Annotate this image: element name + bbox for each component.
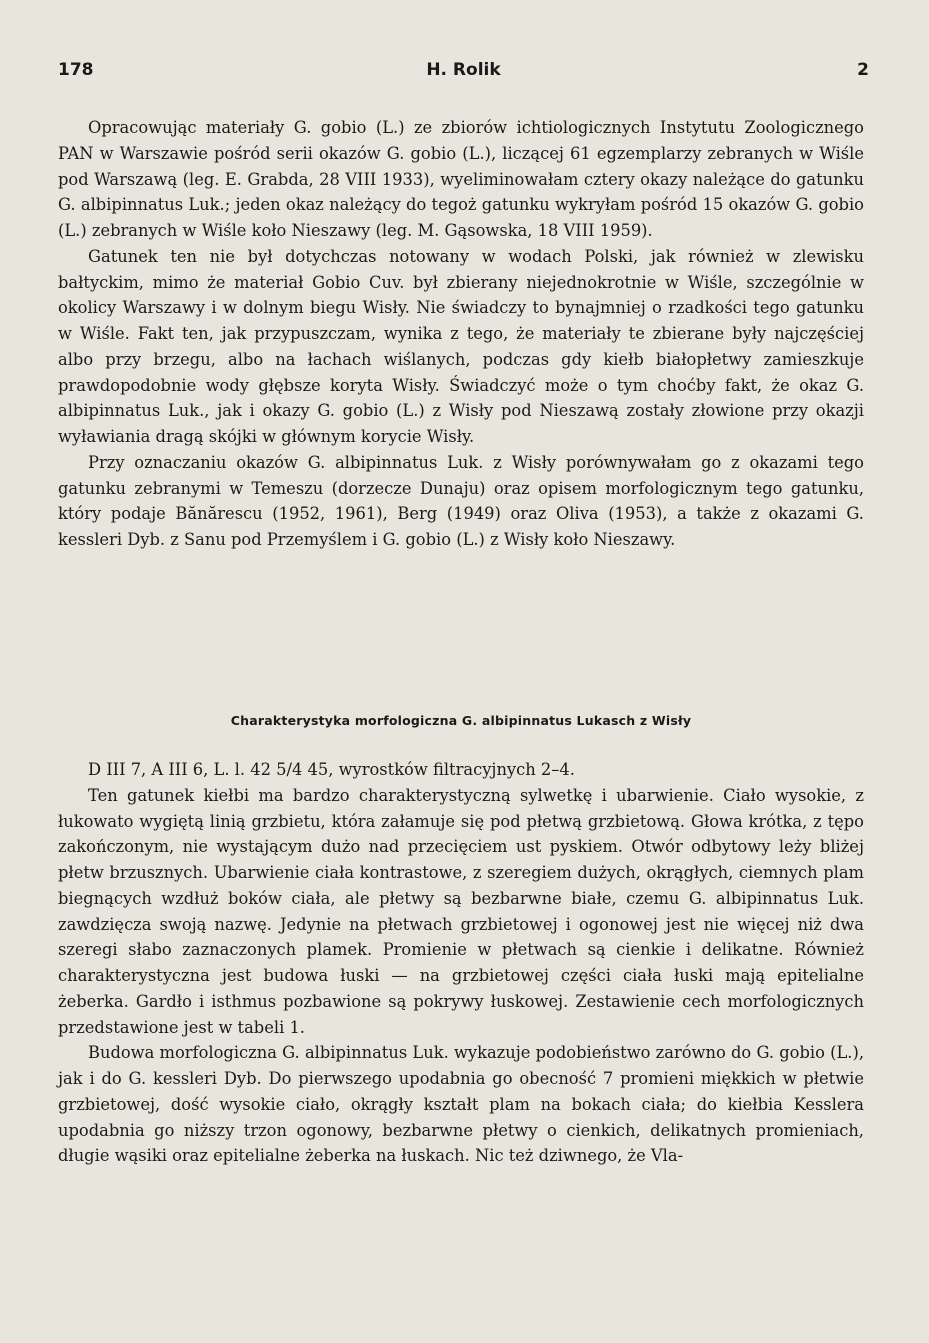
- running-author: H. Rolik: [426, 60, 501, 80]
- page-number: 178: [58, 60, 94, 80]
- issue-number: 2: [857, 60, 869, 80]
- section-title: Charakterystyka morfologiczna G. albipinnatus Lukasch z Wisły: [230, 713, 692, 728]
- body-top: [58, 115, 864, 553]
- paragraph-3: Przy oznaczaniu okazów G. albipinnatus Luk. z Wisły porównywałam go z okazami tego gatunku zebranymi w Temeszu (dorzecze Dunaju) oraz opisem morfologicznym tego gatunku, który podaje Bănărescu (1952, 1961), Berg (1949) oraz Oliva (1953), a także z okazami G. kessleri Dyb. z Sanu pod Przemyślem i G. gobio (L.) z Wisły koło Nieszawy.: [58, 452, 864, 549]
- running-header: [58, 60, 869, 88]
- body-bottom: [58, 757, 864, 1169]
- paragraph-4: Ten gatunek kiełbi ma bardzo charakterystyczną sylwetkę i ubarwienie. Ciało wysokie, z łukowato wygiętą linią grzbietu, która załamuje się pod płetwą grzbietową. Głowa krótka, z tępo zakończonym, nie wystającym dużo nad przecięciem ust pyskiem. Otwór odbytowy leży bliżej płetw brzusznych. Ubarwienie ciała kontrastowe, z szeregiem dużych, okrągłych, ciemnych plam biegnących wzdłuż boków ciała, ale płetwy są bezbarwne białe, czemu G. albipinnatus Luk. zawdzięcza swoją nazwę. Jedynie na płetwach grzbietowej i ogonowej jest nie więcej niż dwa szeregi słabo zaznaczonych plamek. Promienie w płetwach są cienkie i delikatne. Również charakterystyczna jest budowa łuski — na grzbietowej części ciała łuski mają epitelialne żeberka. Gardło i isthmus pozbawione są pokrywy łuskowej. Zestawienie cech morfologicznych przedstawione jest w tabeli 1.: [58, 785, 864, 1037]
- formula-line: D III 7, A III 6, L. l. 42 5/4 45, wyrostków filtracyjnych 2–4.: [88, 760, 575, 779]
- paragraph-2: Gatunek ten nie był dotychczas notowany w wodach Polski, jak również w zlewisku bałtyckim, mimo że materiał Gobio Cuv. był zbierany niejednokrotnie w Wiśle, szczególnie w okolicy Warszawy i w dolnym biegu Wisły. Nie świadczy to bynajmniej o rzadkości tego gatunku w Wiśle. Fakt ten, jak przypuszczam, wynika z tego, że materiały te zbierane były najczęściej albo przy brzegu, albo na łachach wiślanych, podczas gdy kiełb białopłetwy zamieszkuje prawdopodobnie wody głębsze koryta Wisły. Świadczyć może o tym choćby fakt, że okaz G. albipinnatus Luk., jak i okazy G. gobio (L.) z Wisły pod Nieszawą zostały złowione przy okazji wyławiania dragą skójki w głównym korycie Wisły.: [58, 246, 864, 446]
- paragraph-1: Opracowując materiały G. gobio (L.) ze zbiorów ichtiologicznych Instytutu Zoologicznego PAN w Warszawie pośród serii okazów G. gobio (L.), liczącej 61 egzemplarzy zebranych w Wiśle pod Warszawą (leg. E. Grabda, 28 VIII 1933), wyeliminowałam cztery okazy należące do gatunku G. albipinnatus Luk.; jeden okaz należący do tegoż gatunku wykryłam pośród 15 okazów G. gobio (L.) zebranych w Wiśle koło Nieszawy (leg. M. Gąsowska, 18 VIII 1959).: [58, 118, 864, 240]
- paragraph-5: Budowa morfologiczna G. albipinnatus Luk. wykazuje podobieństwo zarówno do G. gobio (L.), jak i do G. kessleri Dyb. Do pierwszego upodabnia go obecność 7 promieni miękkich w płetwie grzbietowej, dość wysokie ciało, okrągły kształt plam na bokach ciała; do kiełbia Kesslera upodabnia go niższy trzon ogonowy, bezbarwne płetwy o cienkich, delikatnych promieniach, długie wąsiki oraz epitelialne żeberka na łuskach. Nic też dziwnego, że Vla-: [58, 1043, 864, 1166]
